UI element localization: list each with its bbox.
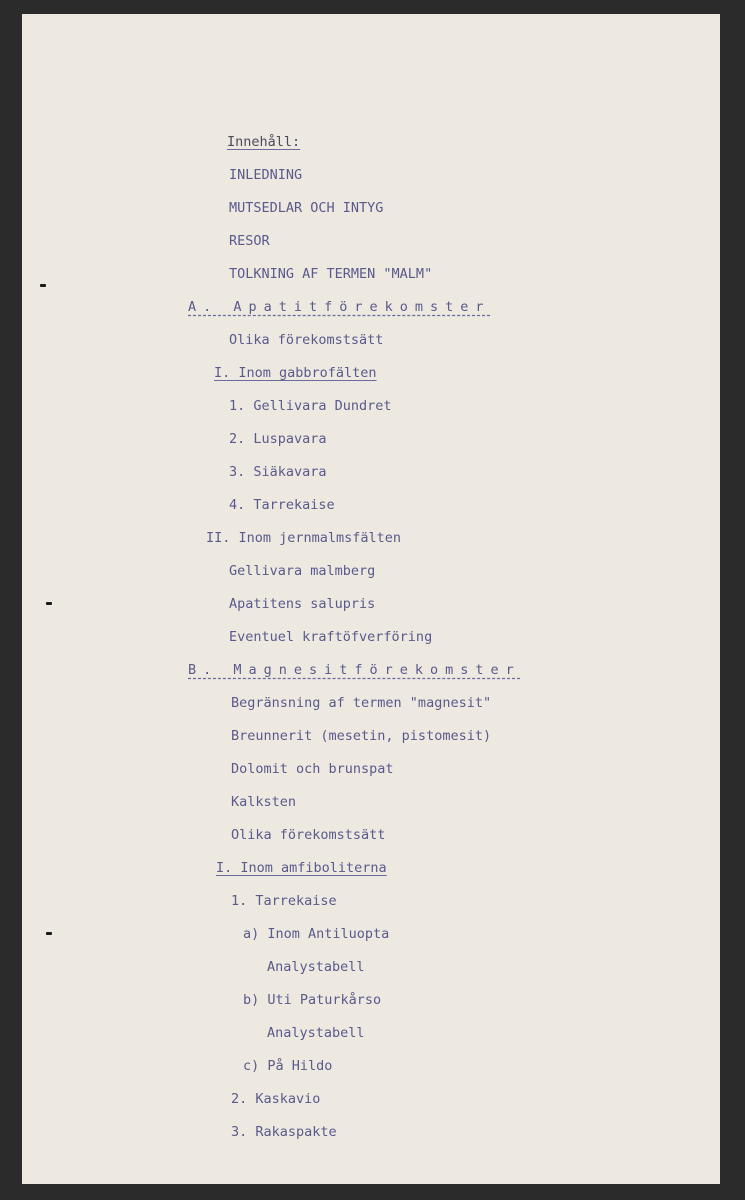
section-heading: A. Apatitförekomster bbox=[188, 299, 491, 315]
toc-entry: Apatitens salupris bbox=[229, 596, 376, 612]
toc-entry: 3. Siäkavara bbox=[229, 464, 327, 480]
toc-entry: c) På Hildo bbox=[243, 1058, 333, 1074]
toc-entry: 3. Rakaspakte bbox=[231, 1124, 337, 1140]
toc-entry: INLEDNING bbox=[229, 167, 303, 183]
toc-entry: Analystabell bbox=[267, 1025, 365, 1041]
punch-mark bbox=[46, 602, 52, 605]
toc-entry: TOLKNING AF TERMEN "MALM" bbox=[229, 266, 433, 282]
toc-entry: 1. Gellivara Dundret bbox=[229, 398, 392, 414]
subsection-heading: I. Inom amfiboliterna bbox=[216, 860, 387, 876]
toc-entry: Gellivara malmberg bbox=[229, 563, 376, 579]
toc-entry: b) Uti Paturkårso bbox=[243, 992, 382, 1008]
toc-entry: Begränsning af termen "magnesit" bbox=[231, 695, 492, 711]
toc-entry: Kalksten bbox=[231, 794, 297, 810]
toc-entry: 2. Kaskavio bbox=[231, 1091, 321, 1107]
toc-entry: 1. Tarrekaise bbox=[231, 893, 337, 909]
punch-mark bbox=[46, 932, 52, 935]
punch-mark bbox=[40, 284, 46, 287]
toc-entry: a) Inom Antiluopta bbox=[243, 926, 390, 942]
toc-entry: MUTSEDLAR OCH INTYG bbox=[229, 200, 384, 216]
toc-entry: 2. Luspavara bbox=[229, 431, 327, 447]
toc-entry: II. Inom jernmalmsfälten bbox=[206, 530, 402, 546]
contents-heading: Innehåll: bbox=[227, 134, 301, 150]
document-page bbox=[22, 14, 720, 1184]
section-heading: B. Magnesitförekomster bbox=[188, 662, 521, 678]
toc-entry: Eventuel kraftöfverföring bbox=[229, 629, 433, 645]
toc-entry: Dolomit och brunspat bbox=[231, 761, 394, 777]
toc-entry: Analystabell bbox=[267, 959, 365, 975]
toc-entry: RESOR bbox=[229, 233, 270, 249]
toc-entry: Olika förekomstsätt bbox=[229, 332, 384, 348]
subsection-heading: I. Inom gabbrofälten bbox=[214, 365, 377, 381]
toc-entry: Olika förekomstsätt bbox=[231, 827, 386, 843]
toc-entry: Breunnerit (mesetin, pistomesit) bbox=[231, 728, 492, 744]
toc-entry: 4. Tarrekaise bbox=[229, 497, 335, 513]
